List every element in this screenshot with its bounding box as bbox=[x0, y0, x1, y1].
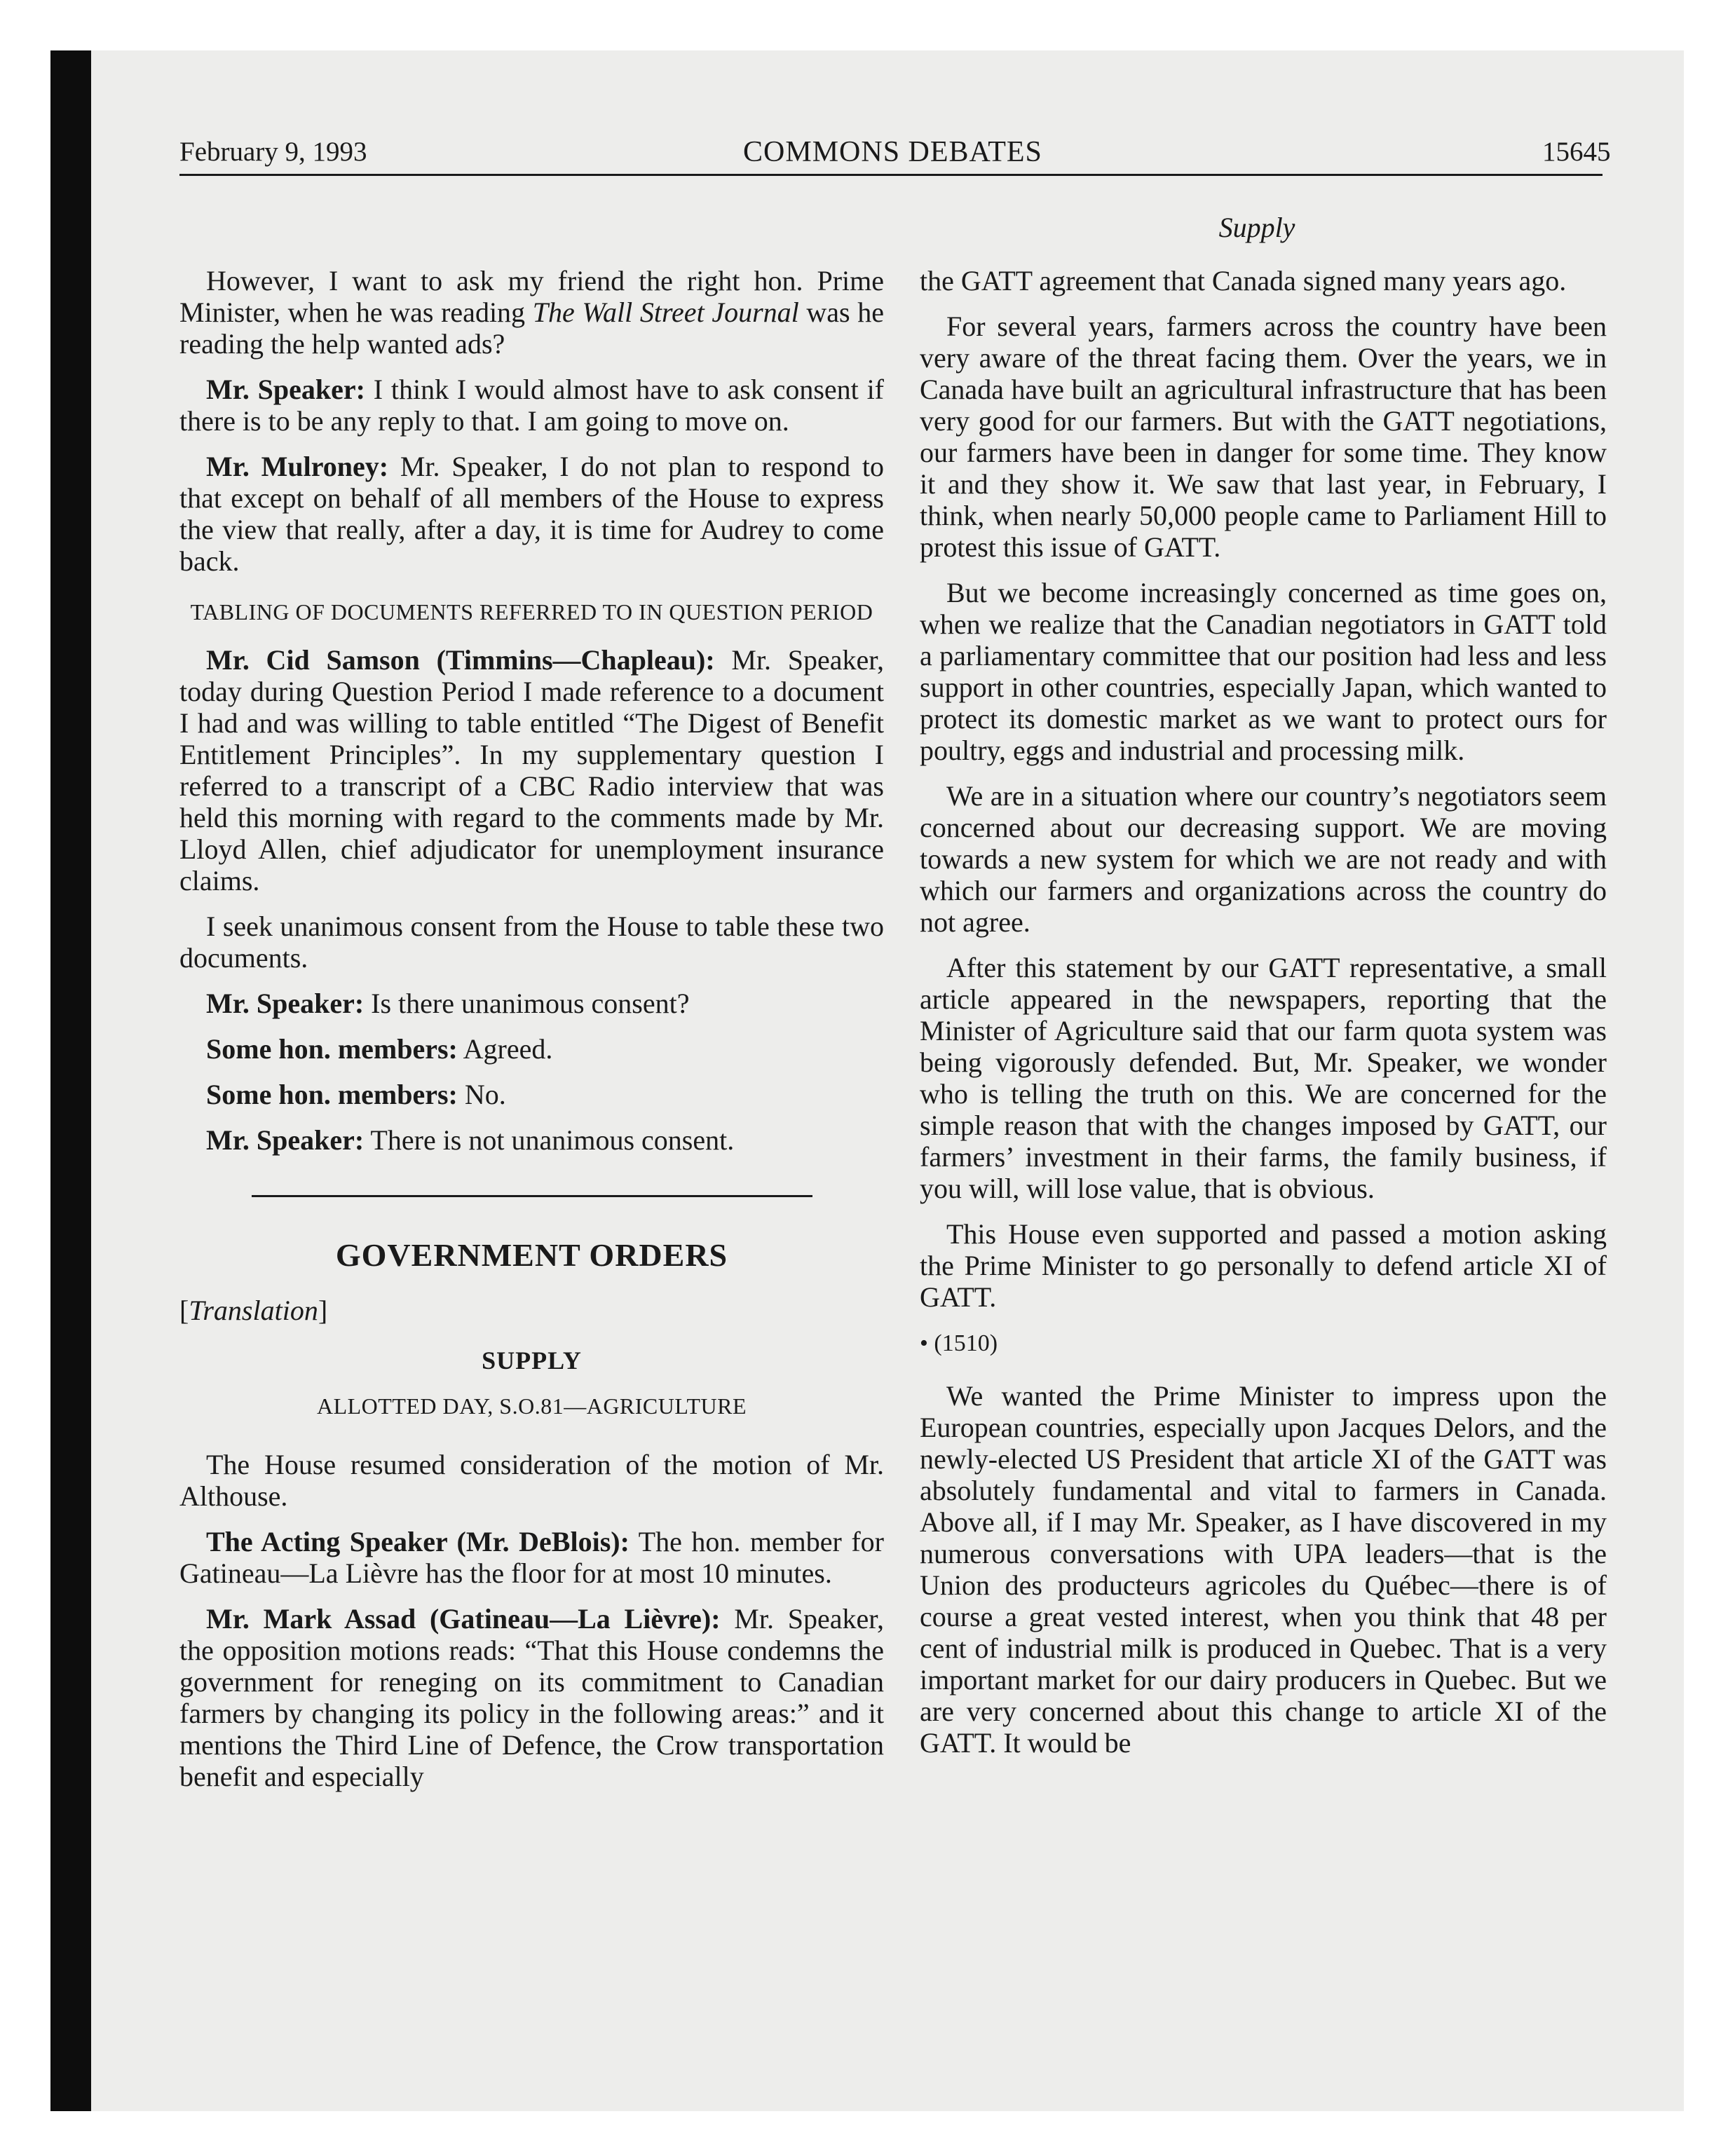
speaker-name: Mr. Speaker: bbox=[206, 374, 365, 405]
paragraph: This House even supported and passed a motion asking the Prime Minister to go personally to defend article XI of GATT. bbox=[920, 1218, 1607, 1313]
paragraph: Mr. Speaker: Is there unanimous consent? bbox=[206, 988, 690, 1019]
paragraph: Mr. Mark Assad (Gatineau—La Lièvre): Mr. Speaker, the opposition motions reads: “That this House condemns the government for reneging on its commitment to Canadian farmers by changing its policy in the following areas:” and it mentions the Third Line of Defence, the Crow transportation benefit and especially bbox=[179, 1603, 884, 1792]
paragraph: However, I want to ask my friend the right hon. Prime Minister, when he was reading The Wall Street Journal was he reading the help wanted ads? bbox=[179, 265, 884, 360]
speaker-name: Mr. Cid Samson (Timmins—Chapleau): bbox=[206, 644, 715, 676]
left-column bbox=[179, 265, 884, 1806]
speaker-name: The Acting Speaker (Mr. DeBlois): bbox=[206, 1526, 630, 1557]
paragraph: Mr. Speaker: I think I would almost have to ask consent if there is to be any reply to that. I am going to move on. bbox=[179, 374, 884, 437]
section-separator bbox=[252, 1195, 812, 1197]
paragraph: We wanted the Prime Minister to impress upon the European countries, especially upon Jacques Delors, and the newly-elected US President that article XI of the GATT was absolutely fundamental and vital to farmers in Canada. Above all, if I may Mr. Speaker, as I have discovered in my numerous conversations with UPA leaders—that is the Union des producteurs agricoles du Québec—there is of course a great vested interest, when you think that 48 per cent of industrial milk is produced in Quebec. That is a very important market for our dairy producers in Quebec. But we are very concerned about this change to article XI of the GATT. It would be bbox=[920, 1380, 1607, 1759]
paragraph: We are in a situation where our country’s negotiators seem concerned about our decreasing support. We are moving towards a new system for which we are not ready and with which our farmers and organizations across the country do not agree. bbox=[920, 780, 1607, 938]
heading-government-orders: GOVERNMENT ORDERS bbox=[335, 1237, 728, 1273]
section-label: Supply bbox=[1218, 212, 1295, 243]
speaker-name: Mr. Mark Assad (Gatineau—La Lièvre): bbox=[206, 1603, 721, 1635]
paragraph: Some hon. members: Agreed. bbox=[206, 1033, 553, 1065]
newspaper-title: The Wall Street Journal bbox=[532, 296, 799, 328]
speaker-name: Mr. Speaker: bbox=[206, 1124, 365, 1156]
timestamp: • (1510) bbox=[920, 1330, 998, 1356]
translation-note: [Translation] bbox=[179, 1295, 328, 1326]
binding-edge bbox=[50, 50, 91, 2111]
speaker-name: Some hon. members: bbox=[206, 1033, 458, 1065]
speaker-name: Mr. Speaker: bbox=[206, 988, 365, 1019]
header-rule bbox=[179, 174, 1603, 176]
speaker-name: Some hon. members: bbox=[206, 1079, 458, 1110]
header-page-number: 15645 bbox=[1542, 137, 1611, 167]
header-date: February 9, 1993 bbox=[179, 137, 367, 167]
paragraph: For several years, farmers across the country have been very aware of the threat facing them. Over the years, we in Canada have built an agricultural infrastructure that has been very good for our farmers. But with the GATT negotiations, our farmers have been in danger for some time. They know it and they show it. We saw that last year, in February, I think, when nearly 50,000 people came to Parliament Hill to protest this issue of GATT. bbox=[920, 311, 1607, 563]
heading-tabling-documents: TABLING OF DOCUMENTS REFERRED TO IN QUESTION PERIOD bbox=[190, 599, 873, 625]
heading-allotted-day: ALLOTTED DAY, S.O.81—AGRICULTURE bbox=[316, 1393, 747, 1419]
right-column bbox=[920, 265, 1607, 1773]
paragraph: After this statement by our GATT representative, a small article appeared in the newspapers, reporting that the Minister of Agriculture said that our farm quota system was being vigorously defended. But, Mr. Speaker, we wonder who is telling the truth on this. We are concerned for the simple reason that with the changes imposed by GATT, our farmers’ investment in their farms, the family business, if you will, will lose value, that is obvious. bbox=[920, 952, 1607, 1204]
header-title: COMMONS DEBATES bbox=[743, 136, 1042, 168]
paragraph: Some hon. members: No. bbox=[206, 1079, 506, 1110]
paragraph: But we become increasingly concerned as time goes on, when we realize that the Canadian negotiators in GATT told a parliamentary committee that our position had less and less support in other countries, especially Japan, which wanted to protect its domestic market as we want to protect ours for poultry, eggs and industrial and processing milk. bbox=[920, 577, 1607, 766]
speaker-name: Mr. Mulroney: bbox=[206, 451, 389, 482]
paragraph: Mr. Speaker: There is not unanimous consent. bbox=[206, 1124, 735, 1156]
paragraph: Mr. Mulroney: Mr. Speaker, I do not plan to respond to that except on behalf of all members of the House to express the view that really, after a day, it is time for Audrey to come back. bbox=[179, 451, 884, 577]
paragraph: the GATT agreement that Canada signed many years ago. bbox=[920, 265, 1567, 296]
paragraph: Mr. Cid Samson (Timmins—Chapleau): Mr. Speaker, today during Question Period I made reference to a document I had and was willing to table entitled “The Digest of Benefit Entitlement Principles”. In my supplementary question I referred to a transcript of a CBC Radio interview that was held this morning with regard to the comments made by Mr. Lloyd Allen, chief adjudicator for unemployment insurance claims. bbox=[179, 644, 884, 896]
heading-supply: SUPPLY bbox=[482, 1346, 582, 1374]
paragraph: The Acting Speaker (Mr. DeBlois): The hon. member for Gatineau—La Lièvre has the floor for at most 10 minutes. bbox=[179, 1526, 884, 1589]
paragraph: I seek unanimous consent from the House to table these two documents. bbox=[179, 910, 884, 974]
paragraph: The House resumed consideration of the motion of Mr. Althouse. bbox=[179, 1449, 884, 1512]
